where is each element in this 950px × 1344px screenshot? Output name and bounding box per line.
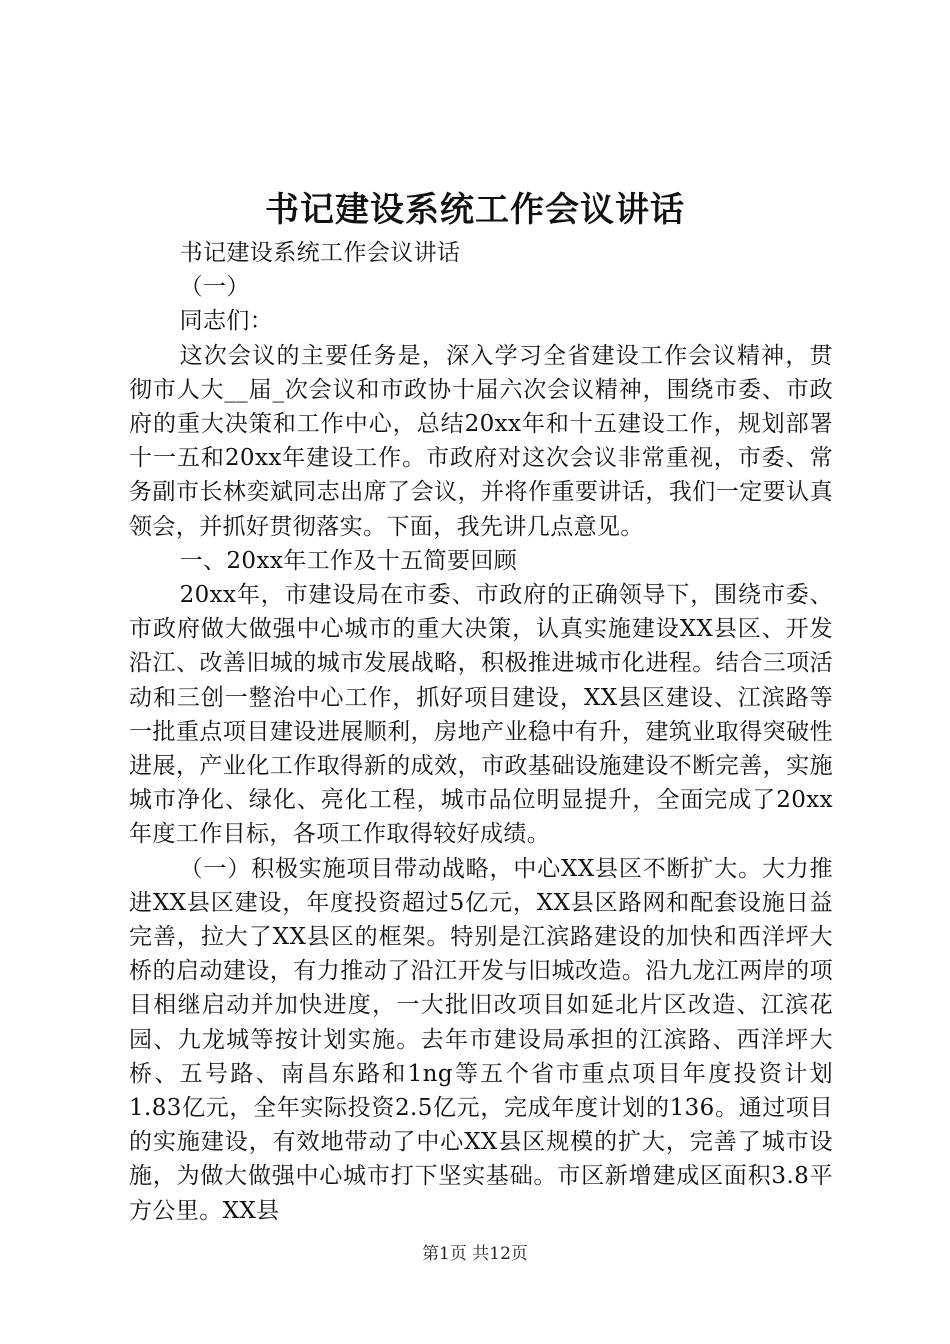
body-paragraph-project-strategy: （一）积极实施项目带动战略，中心XX县区不断扩大。大力推进XX县区建设，年度投资超过5亿元，XX县区路网和配套设施日益完善，拉大了XX县区的框架。特别是江滨路建设的加快和西洋坪大桥的启动建设，有力推动了沿江开发与旧城改造。沿九龙江两岸的项目相继启动并加快进度，一大批旧改项目如延北片区改造、江滨花园、九龙城等按计划实施。去年市建设局承担的江滨路、西洋坪大桥、五号路、南昌东路和1ng等五个省市重点项目年度投资计划1.83亿元，全年实际投资2.5亿元，完成年度计划的136。通过项目的实施建设，有效地带动了中心XX县区规模的扩大，完善了城市设施，为做大做强中心城市打下坚实基础。市区新增建成区面积3.8平方公里。XX县 — [129, 855, 833, 1224]
body-paragraph-heading-review: 一、20xx年工作及十五简要回顾 — [179, 547, 518, 574]
document-title: 书记建设系统工作会议讲话 — [265, 190, 685, 230]
document-body — [129, 236, 833, 1228]
body-paragraph-review: 20xx年，市建设局在市委、市政府的正确领导下，围绕市委、市政府做大做强中心城市的重大决策，认真实施建设XX县区、开发沿江、改善旧城的城市发展战略，积极推进城市化进程。结合三项活动和三创一整治中心工作，抓好项目建设，XX县区建设、江滨路等一批重点项目建设进展顺利，房地产业稳中有升，建筑业取得突破性进展，产业化工作取得新的成效，市政基础设施建设不断完善，实施城市净化、绿化、亮化工程，城市品位明显提升，全面完成了20xx年度工作目标，各项工作取得较好成绩。 — [129, 582, 833, 848]
body-paragraph-greeting: 同志们： — [179, 308, 274, 335]
body-paragraph-section-number: （一） — [179, 274, 250, 301]
body-paragraph-intro: 这次会议的主要任务是，深入学习全省建设工作会议精神，贯彻市人大__届_次会议和市政协十届六次会议精神，围绕市委、市政府的重大决策和工作中心，总结20xx年和十五建设工作，规划部署十一五和20xx年建设工作。市政府对这次会议非常重视，市委、常务副市长林奕斌同志出席了会议，并将作重要讲话，我们一定要认真领会，并抓好贯彻落实。下面，我先讲几点意见。 — [129, 342, 833, 540]
page-footer: 第1页 共12页 — [422, 1244, 528, 1264]
body-paragraph-subtitle: 书记建设系统工作会议讲话 — [179, 240, 461, 266]
